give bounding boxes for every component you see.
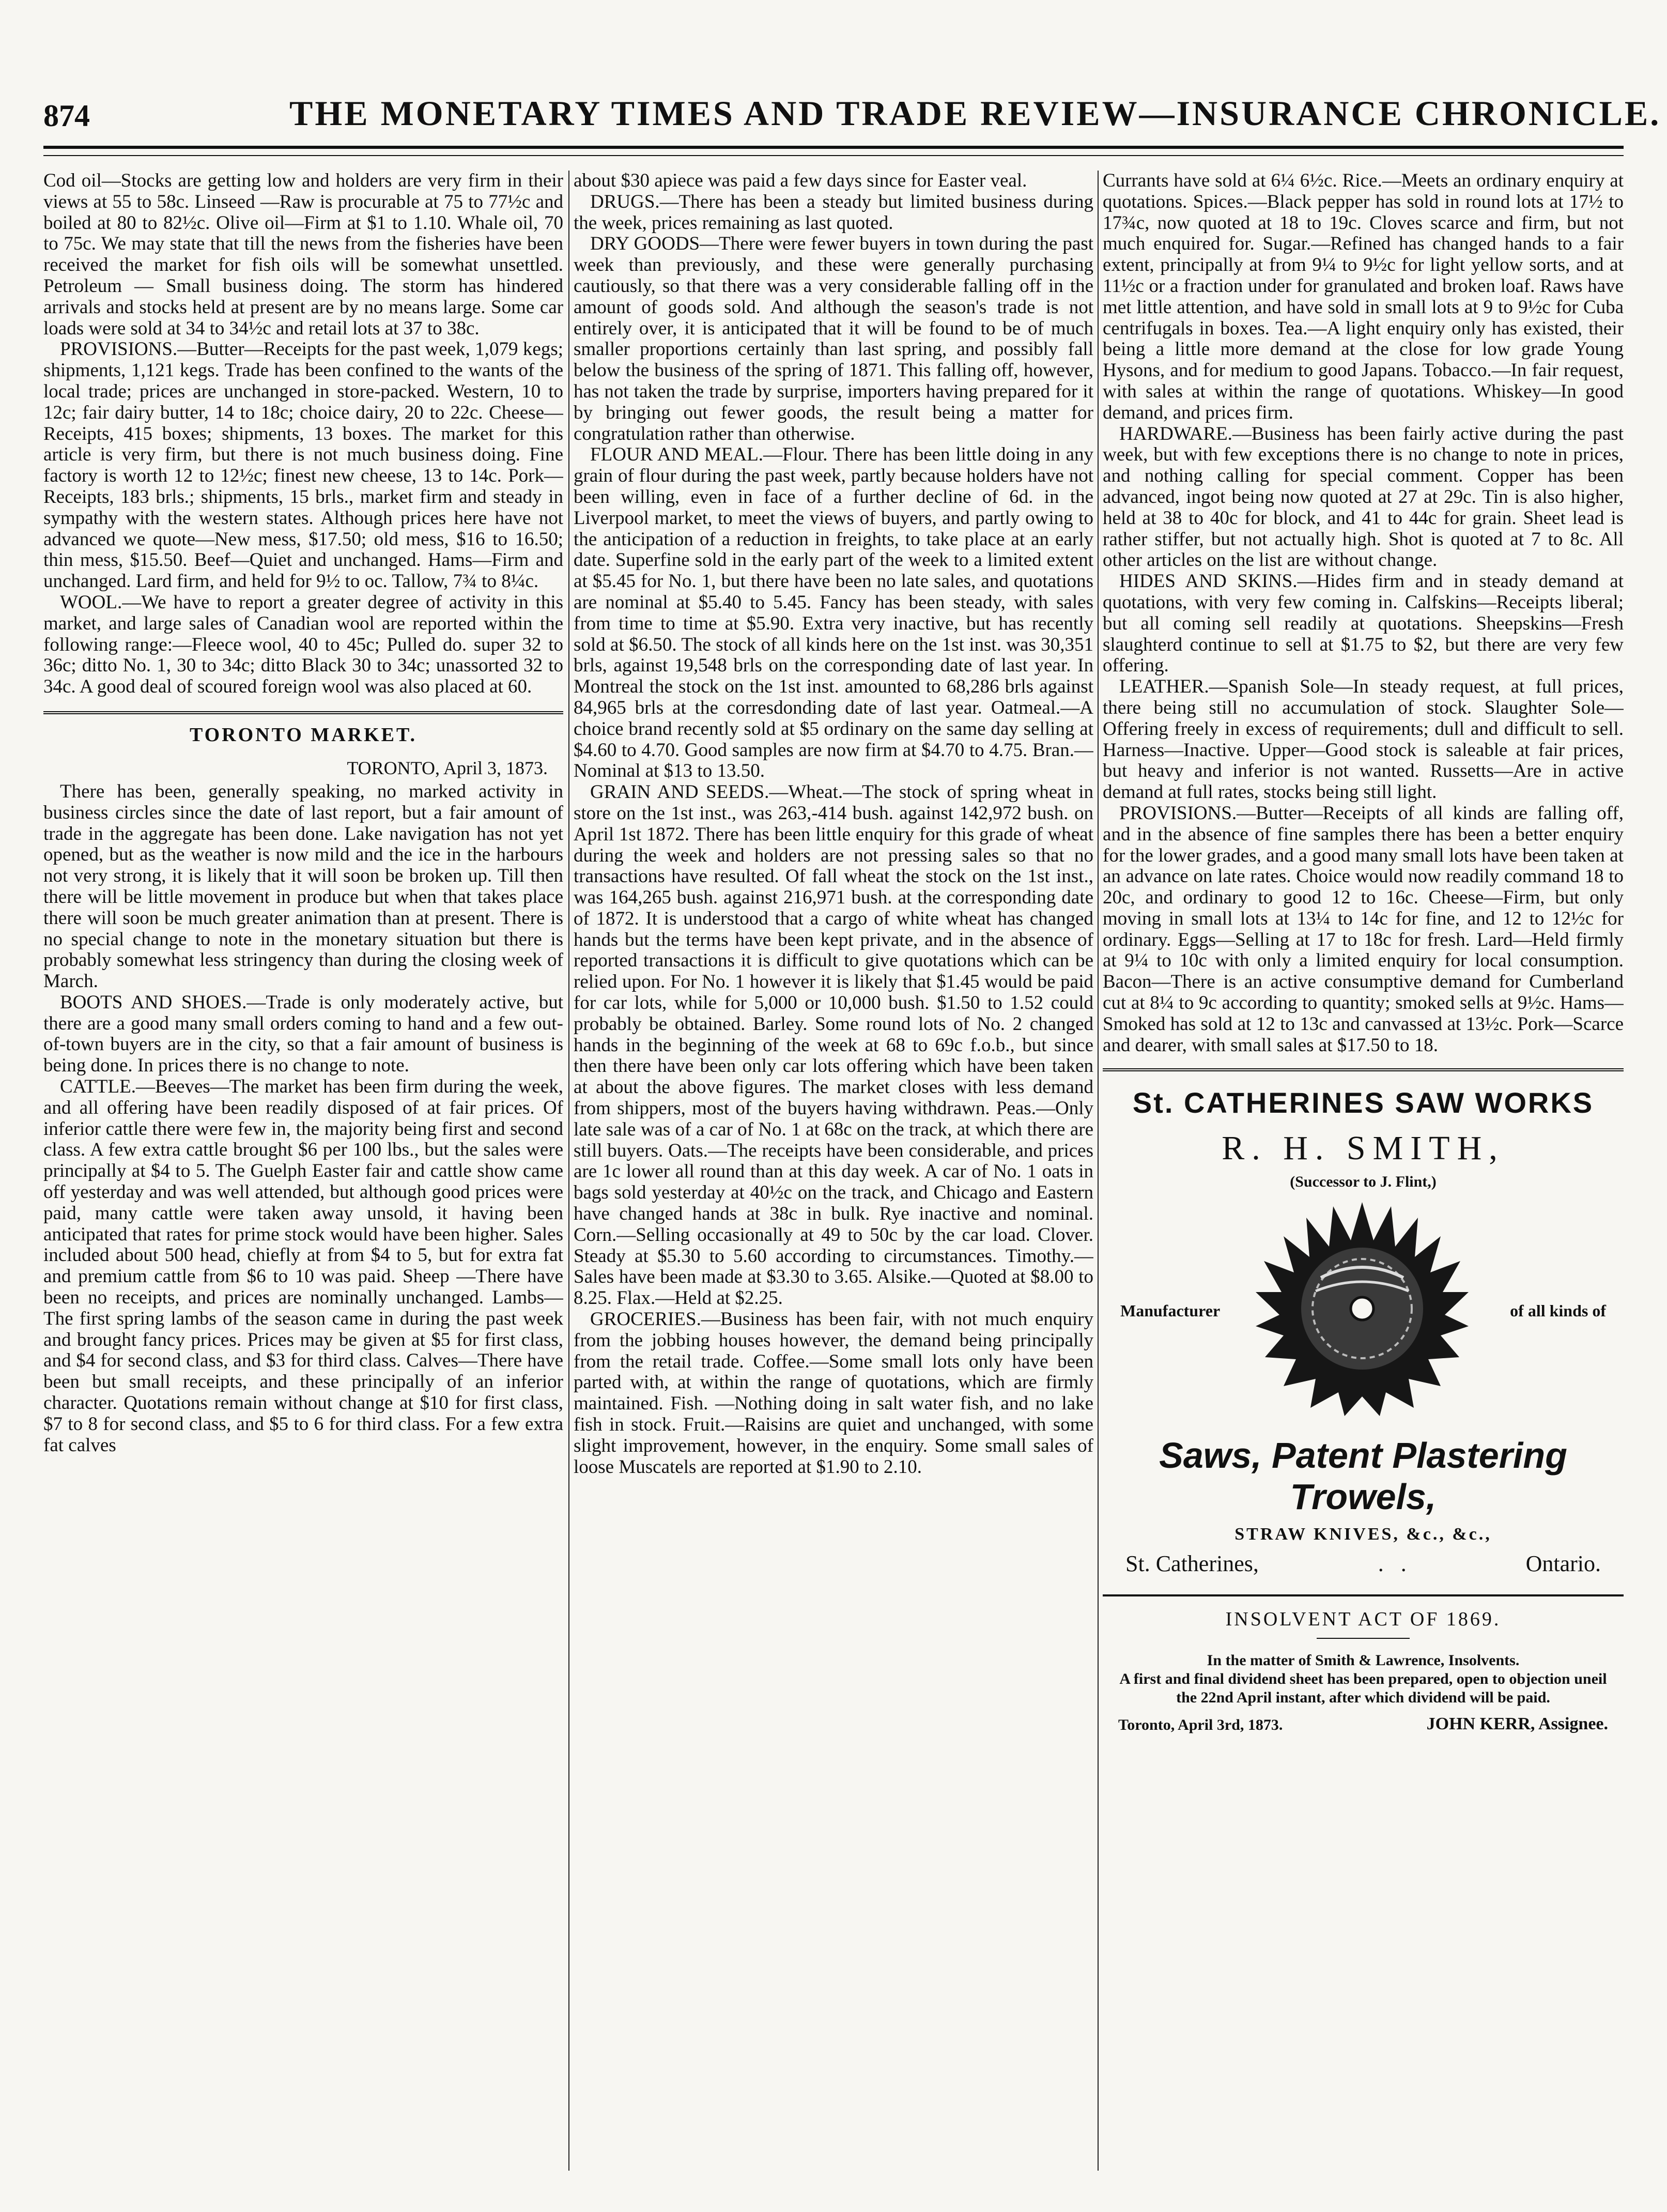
- notice-line-1: In the matter of Smith & Lawrence, Insolvents.: [1207, 1652, 1520, 1669]
- column-divider-1: [568, 171, 569, 2171]
- column-2: [574, 171, 1093, 2178]
- article-paragraph: There has been, generally speaking, no marked activity in business circles since the date of last report, but a fair amount of trade in the aggregate has been done. Lake navigation has not yet opened, but as the weather is now mild and the ice in the harbours not very strong, it is likely that it will soon be broken up. Till then there will be little movement in produce but when that takes place there will soon be much greater animation than at present. There is no special change to note in the monetary situation but there is probably somewhat less stringency than during the closing week of March.: [43, 780, 563, 992]
- ad-successor-note: (Successor to J. Flint,): [1290, 1173, 1437, 1191]
- ad-proprietor-name: R. H. SMITH,: [1222, 1129, 1505, 1168]
- article-paragraph: LEATHER.—Spanish Sole—In steady request, at full prices, there being still no accumulation of stock. Slaughter Sole—Offering freely in excess of requirements; dull and difficult to sell. Harness—Inactive. Upper—Good stock is saleable at fair prices, but heavy and inferior is not wanted. Russetts—Are in active demand at full rates, stocks being still light.: [1103, 676, 1624, 803]
- section-title-toronto-market: TORONTO MARKET.: [43, 711, 563, 746]
- article-paragraph: PROVISIONS.—Butter—Receipts for the past week, 1,079 kegs; shipments, 1,121 kegs. Trade has been confined to the wants of the local trade; prices are unchanged in store-packed. Western, 10 to 12c; fair dairy butter, 14 to 18c; choice dairy, 20 to 22c. Cheese—Receipts, 415 boxes; shipments, 13 boxes. The market for this article is very firm, but there is not much business doing. Fine factory is worth 12 to 12½c; finest new cheese, 13 to 14c. Pork—Receipts, 183 brls.; shipments, 15 brls., market firm and steady in sympathy with the western states. Although prices here have not advanced we quote—New mess, $17.50; old mess, $16 to 16.50; thin mess, $15.50. Beef—Quiet and unchanged. Hams—Firm and unchanged. Lard firm, and held for 9½ to oc. Tallow, 7¾ to 8¼c.: [43, 339, 563, 592]
- ad-separator: . .: [1378, 1551, 1407, 1577]
- column-3: [1103, 171, 1624, 2178]
- ad-products: Saws, Patent Plastering Trowels,: [1159, 1435, 1567, 1517]
- article-paragraph: DRUGS.—There has been a steady but limited business during the week, prices remaining as last quoted.: [574, 191, 1093, 234]
- article-paragraph: GRAIN AND SEEDS.—Wheat.—The stock of spring wheat in store on the 1st inst., was 263,-414 bush. against 142,972 bush. on April 1st 1872. There has been little enquiry for this grade of wheat during the week and holders are not pressing sales so that no transactions have resulted. Of fall wheat the stock on the 1st inst., was 164,265 bush. against 216,971 bush. at the corresponding date of 1872. It is understood that a cargo of white wheat has changed hands but the terms have been kept private, and in the absence of reported transactions it is difficult to give quotations which can be relied upon. For No. 1 however it is likely that $1.45 would be paid for car lots, while for 5,000 or 10,000 bush. $1.50 to 1.52 could probably be obtained. Barley. Some round lots of No. 2 changed hands in the beginning of the week at 68 to 69c f.o.b., but since then there have been only car lots offering which have been taken at about the above figures. The market closes with less demand from shippers, most of the buyers having withdrawn. Peas.—Only late sale was of a car of No. 1 at 68c on the track, at which there are still buyers. Oats.—The receipts have been considerable, and prices are 1c lower all round than at this day week. A car of No. 1 oats in bags sold yesterday at 40½c on the track, and Chicago and Eastern have changed hands at 38c in bulk. Rye inactive and nominal. Corn.—Selling occasionally at 49 to 50c by the car load. Clover. Steady at $5.30 to 5.60 according to circumstances. Timothy.—Sales have been made at $3.30 to 3.65. Alsike.—Quoted at $8.00 to 8.25. Flax.—Held at $2.25.: [574, 781, 1093, 1309]
- article-paragraph: PROVISIONS.—Butter—Receipts of all kinds are falling off, and in the absence of fine samples there has been a better enquiry for the lower grades, and a good many small lots have been taken at an advance on late rates. Choice would now readily command 18 to 20c, and ordinary to good 12 to 16c. Cheese—Firm, but only moving in small lots at 13¼ to 14c for fine, and 12 to 12½c for ordinary. Eggs—Selling at 17 to 18c for fresh. Lard—Held firmly at 9¼ to 10c with only a limited enquiry for local consumption. Bacon—There is an active consumptive demand for Cumberland cut at 8¼ to 9c according to quantity; smoked sells at 9½c. Hams—Smoked has sold at 12 to 13c and canvassed at 13½c. Pork—Scarce and dearer, with small sales at $17.50 to 18.: [1103, 802, 1624, 1056]
- ad-city: St. Catherines,: [1125, 1551, 1259, 1577]
- article-paragraph: Currants have sold at 6¼ 6½c. Rice.—Meets an ordinary enquiry at quotations. Spices.—Black pepper has sold in round lots at 17½ to 17¾c, now quoted at 18 to 19c. Cloves scarce and firm, but not much enquired for. Sugar.—Refined has changed hands to a fair extent, principally at from 9¼ to 9½c for light yellow sorts, and at 11½c or a fraction under for granulated and broken loaf. Raws have met little attention, and have sold in small lots at 9 to 9½c for Cuba centrifugals in boxes. Tea.—A light enquiry only has existed, their being a little more demand at the close for low grade Young Hysons, and for medium to good Japans. Tobacco.—In fair request, with sales at within the range of quotations. Whiskey—In good demand, and prices firm.: [1103, 171, 1624, 423]
- circular-saw-icon: [1254, 1200, 1471, 1417]
- ad-title: St. CATHERINES SAW WORKS: [1132, 1086, 1594, 1119]
- article-paragraph: CATTLE.—Beeves—The market has been firm during the week, and all offering have been readily disposed of at fair prices. Of inferior cattle there were few in, the majority being first and second class. A few extra cattle brought $6 per 100 lbs., but the sales were principally at $4 to 5. The Guelph Easter fair and cattle show came off yesterday and was well attended, but although good prices were paid, many cattle were taken away unsold, it having been anticipated that rates for prime stock would have been higher. Sales included about 500 head, chiefly at from $4 to 5, but for extra fat and premium cattle from $6 to 10 was paid. Sheep —There have been no receipts, and prices are nominally unchanged. Lambs—The first spring lambs of the season came in during the past week and brought fancy prices. Prices may be given at $5 for first class, and $4 for second class, and $3 for third class. Calves—There have been but small receipts, and these principally of an inferior character. Quotations remain without change at $10 for first class, $7 to 8 for second class, and $5 to 6 for third class. For a few extra fat calves: [43, 1076, 563, 1456]
- article-paragraph: HIDES AND SKINS.—Hides firm and in steady demand at quotations, with very few coming in. Calfskins—Receipts liberal; but all coming sell readily at quotations. Sheepskins—Fresh slaughterd continue to sell at $1.75 to $2, but there are very few offering.: [1103, 571, 1624, 677]
- article-paragraph: HARDWARE.—Business has been fairly active during the past week, but with few exceptions there is no change to note in prices, and nothing calling for special comment. Copper has been advanced, ingot being now quoted at 27 at 29c. Tin is also higher, held at 38 to 40c for block, and 41 to 44c for grain. Sheet lead is rather stiffer, but not actually high. Shot is quoted at 7 to 8c. All other articles on the list are without change.: [1103, 423, 1624, 571]
- ad-subproducts: STRAW KNIVES, &c., &c.,: [1234, 1525, 1492, 1544]
- column-divider-2: [1098, 171, 1099, 2171]
- notice-signature: JOHN KERR, Assignee.: [1426, 1714, 1608, 1734]
- article-paragraph: FLOUR AND MEAL.—Flour. There has been little doing in any grain of flour during the past week, partly because holders have not been willing, even in face of a further decline of 6d. in the Liverpool market, to meet the views of buyers, and partly owing to the anticipation of a reduction in freights, to take place at an early date. Superfine sold in the early part of the week to a limited extent at $5.45 for No. 1, but there have been no late sales, and quotations are nominal at $5.40 to 5.45. Fancy has been steady, with sales from time to time at $5.90. Extra very inactive, but has recently sold at $6.50. The stock of all kinds here on the 1st inst. was 30,351 brls, against 19,548 brls on the corresponding date of last year. In Montreal the stock on the 1st inst. amounted to 68,286 brls against 84,965 brls at the corresdonding date of last year. Oatmeal.—A choice brand recently sold at $5 ordinary on the same day selling at $4.60 to 4.70. Good samples are now firm at $4.70 to 4.75. Bran.—Nominal at $13 to 13.50.: [574, 444, 1093, 782]
- running-head: THE MONETARY TIMES AND TRADE REVIEW—INSURANCE CHRONICLE.: [289, 94, 1661, 133]
- article-paragraph: GROCERIES.—Business has been fair, with not much enquiry from the jobbing houses however, the demand being principally from the retail trade. Coffee.—Some small lots only have been parted with, at within the range of quotations, which are firmly maintained. Fish. —Nothing doing in salt water fish, and no lake fish in stock. Fruit.—Raisins are quiet and unchanged, with some slight improvement, however, in the enquiry. Some small sales of loose Muscatels are reported at $1.90 to 2.10.: [574, 1309, 1093, 1478]
- column-1: [43, 171, 563, 2178]
- ad-location: [1125, 1550, 1601, 1577]
- ad-left-text: Manufacturer: [1120, 1301, 1221, 1320]
- ad-saw-row: [1103, 1200, 1624, 1427]
- ad-province: Ontario.: [1525, 1551, 1601, 1577]
- header-rule-thin: [43, 155, 1624, 156]
- header-rule-thick: [43, 146, 1624, 149]
- article-paragraph: Cod oil—Stocks are getting low and holders are very firm in their views at 55 to 58c. Linseed —Raw is procurable at 75 to 77½c and boiled at 80 to 82½c. Olive oil—Firm at $1 to 1.10. Whale oil, 70 to 75c. We may state that till the news from the fisheries have been received the market for fish oils will be somewhat unsettled. Petroleum — Small business doing. The storm has hindered arrivals and stocks held at present are by no means large. Some car loads were sold at 34 to 34½c and retail lots at 37 to 38c.: [43, 171, 563, 339]
- ad-right-text: of all kinds of: [1510, 1301, 1606, 1320]
- saw-works-advertisement: [1103, 1068, 1624, 1577]
- notice-body: [1103, 1651, 1624, 1707]
- notice-divider: [1317, 1638, 1410, 1639]
- article-paragraph: DRY GOODS—There were fewer buyers in town during the past week than previously, and these were generally purchasing cautiously, so that there was a very considerable falling off in the amount of goods sold. And although the season's trade is not entirely over, it is anticipated that it will be found to be of much smaller proportions certainly than last spring, and possibly fall below the business of the spring of 1871. This falling off, however, has not taken the trade by surprise, importers having prepared for it by bringing out fewer goods, the result being a matter for congratulation rather than otherwise.: [574, 233, 1093, 444]
- notice-title: INSOLVENT ACT OF 1869.: [1103, 1594, 1624, 1631]
- notice-signature-row: [1118, 1714, 1608, 1734]
- notice-line-2: A first and final dividend sheet has been prepared, open to objection uneil the 22nd April instant, after which dividend will be paid.: [1119, 1670, 1607, 1707]
- article-paragraph: WOOL.—We have to report a greater degree of activity in this market, and large sales of Canadian wool are reported within the following range:—Fleece wool, 40 to 45c; Pulled do. super 32 to 36c; ditto No. 1, 30 to 34c; ditto Black 30 to 34c; unassorted 32 to 34c. A good deal of scoured foreign wool was also placed at 60.: [43, 591, 563, 698]
- article-paragraph: BOOTS AND SHOES.—Trade is only moderately active, but there are a good many small orders coming to hand and a few out-of-town buyers are in the city, so that a fair amount of business is being done. In prices there is no change to note.: [43, 991, 563, 1077]
- dateline: TORONTO, April 3, 1873.: [347, 757, 548, 778]
- page-number: 874: [43, 99, 90, 133]
- article-paragraph: about $30 apiece was paid a few days since for Easter veal.: [574, 171, 1027, 191]
- notice-date: Toronto, April 3rd, 1873.: [1118, 1716, 1283, 1734]
